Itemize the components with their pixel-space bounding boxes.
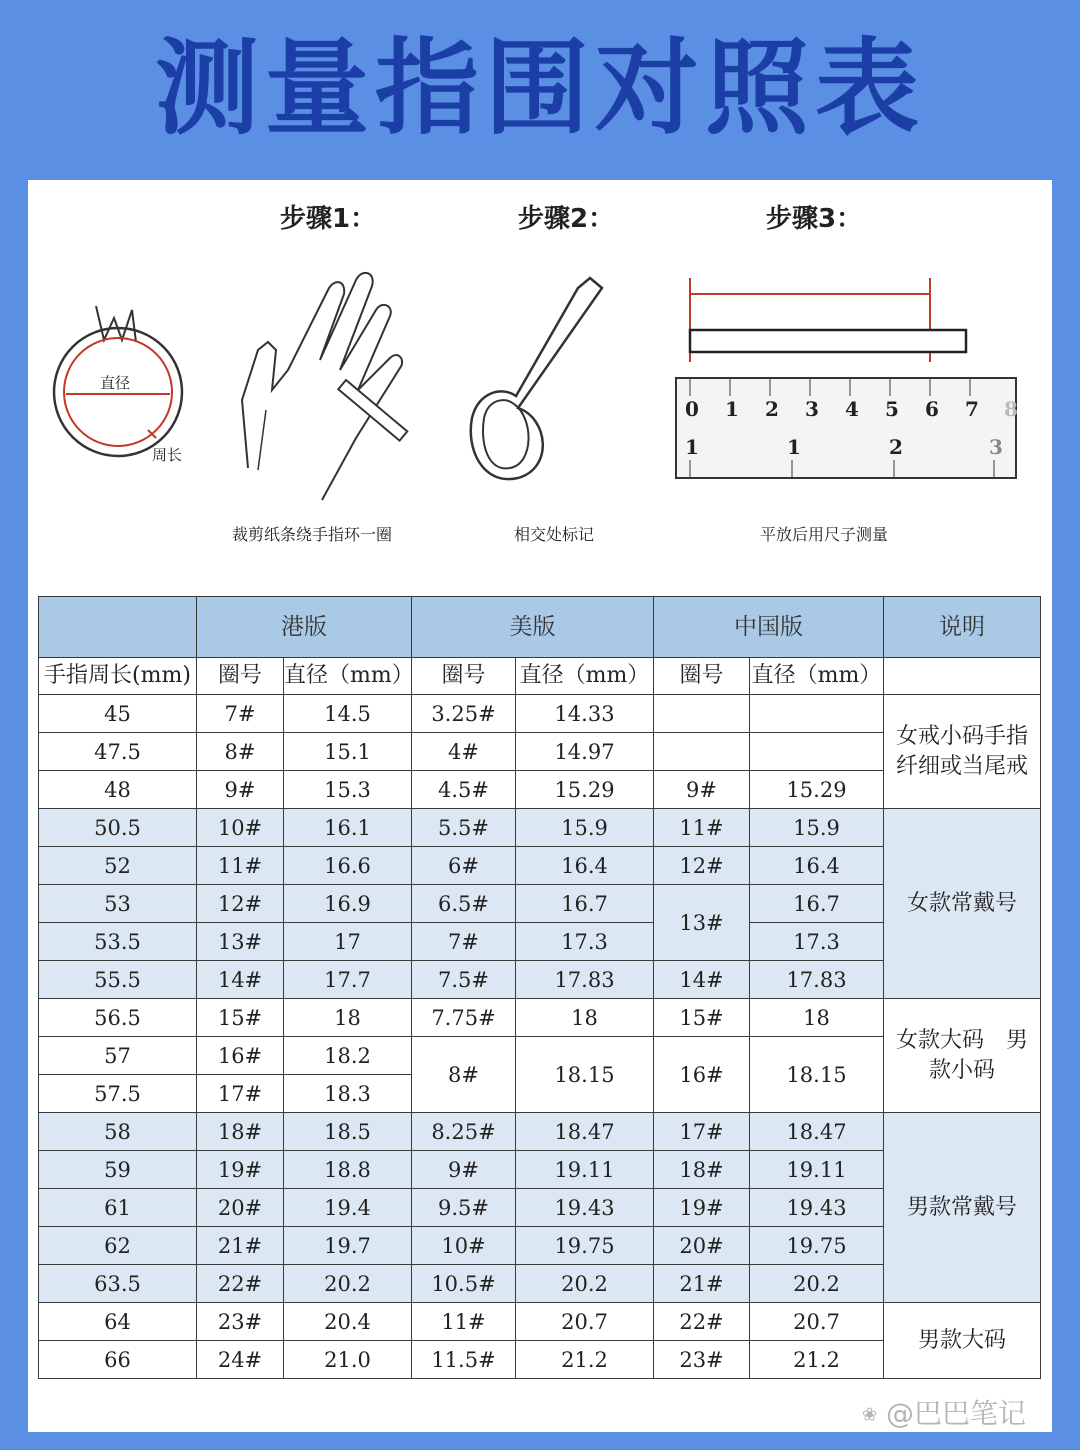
cell: 18	[750, 999, 884, 1037]
paper-loop-icon	[458, 268, 608, 488]
cell: 57	[39, 1037, 197, 1075]
cell: 19.4	[284, 1189, 412, 1227]
cell: 15#	[197, 999, 284, 1037]
cell: 53	[39, 885, 197, 923]
cell: 13#	[654, 885, 750, 961]
cell: 12#	[197, 885, 284, 923]
ruler-top-8: 8	[1004, 397, 1018, 421]
ruler-bottom-2: 2	[889, 435, 903, 459]
cell: 10#	[412, 1227, 516, 1265]
cell: 19.7	[284, 1227, 412, 1265]
cell: 15.9	[750, 809, 884, 847]
ruler-top-3: 3	[805, 397, 819, 421]
cell: 13#	[197, 923, 284, 961]
cell: 19.75	[750, 1227, 884, 1265]
cell: 45	[39, 695, 197, 733]
cell: 11#	[412, 1303, 516, 1341]
ruler-icon	[676, 270, 1016, 486]
step-3-caption: 平放后用尺子测量	[760, 525, 889, 544]
cell: 52	[39, 847, 197, 885]
content-panel	[28, 180, 1052, 1432]
cell: 11#	[197, 847, 284, 885]
cell: 17	[284, 923, 412, 961]
paw-icon: ❀	[862, 1404, 878, 1426]
cell: 56.5	[39, 999, 197, 1037]
cell: 48	[39, 771, 197, 809]
cell: 4#	[412, 733, 516, 771]
table-row	[39, 1113, 1041, 1151]
cell: 14.97	[516, 733, 654, 771]
cell: 18#	[654, 1151, 750, 1189]
watermark	[862, 1392, 1026, 1432]
cell: 20.2	[516, 1265, 654, 1303]
ruler-top-5: 5	[885, 397, 899, 421]
cell: 21.2	[750, 1341, 884, 1379]
col-us-diameter: 直径（mm）	[516, 658, 654, 695]
cell: 17.7	[284, 961, 412, 999]
cell: 17.3	[750, 923, 884, 961]
note-small-women: 女戒小码手指纤细或当尾戒	[884, 695, 1041, 809]
cell: 6#	[412, 847, 516, 885]
cell: 18.47	[750, 1113, 884, 1151]
cell: 9#	[412, 1151, 516, 1189]
table-row	[39, 1303, 1041, 1341]
cell: 16.4	[750, 847, 884, 885]
cell: 15.1	[284, 733, 412, 771]
step-1-caption: 裁剪纸条绕手指环一圈	[232, 525, 393, 544]
step-2-title: 步骤2：	[518, 204, 615, 234]
cell: 20.7	[516, 1303, 654, 1341]
cell: 7.5#	[412, 961, 516, 999]
cell: 20.2	[750, 1265, 884, 1303]
cell: 12#	[654, 847, 750, 885]
cell: 15.29	[516, 771, 654, 809]
cell: 58	[39, 1113, 197, 1151]
cell: 16.6	[284, 847, 412, 885]
cell: 14#	[654, 961, 750, 999]
cell: 8#	[412, 1037, 516, 1113]
page-title: 测量指围对照表	[154, 27, 925, 149]
cell: 20#	[197, 1189, 284, 1227]
cell: 10.5#	[412, 1265, 516, 1303]
cell: 8#	[197, 733, 284, 771]
cell: 11#	[654, 809, 750, 847]
col-hk-diameter: 直径（mm）	[284, 658, 412, 695]
cell	[750, 695, 884, 733]
cell: 16.1	[284, 809, 412, 847]
note-large-women-small-men: 女款大码 男款小码	[884, 999, 1041, 1113]
cell: 18	[516, 999, 654, 1037]
ruler-bottom-3: 3	[989, 435, 1003, 459]
note-common-men: 男款常戴号	[884, 1113, 1041, 1303]
cell: 50.5	[39, 809, 197, 847]
step-2-caption: 相交处标记	[514, 525, 595, 544]
ruler-top-2: 2	[765, 397, 779, 421]
steps-section	[28, 180, 1052, 590]
cell: 19.11	[750, 1151, 884, 1189]
cell: 22#	[654, 1303, 750, 1341]
cell: 21#	[197, 1227, 284, 1265]
col-cn-diameter: 直径（mm）	[750, 658, 884, 695]
cell: 57.5	[39, 1075, 197, 1113]
cell: 19.43	[750, 1189, 884, 1227]
cell: 59	[39, 1151, 197, 1189]
cell: 55.5	[39, 961, 197, 999]
cell: 4.5#	[412, 771, 516, 809]
cell: 7.75#	[412, 999, 516, 1037]
note-large-men: 男款大码	[884, 1303, 1041, 1379]
cell: 10#	[197, 809, 284, 847]
cell: 17.83	[516, 961, 654, 999]
cell	[750, 733, 884, 771]
cell: 14#	[197, 961, 284, 999]
ruler-top-0: 0	[685, 397, 699, 421]
col-us-size: 圈号	[412, 658, 516, 695]
cell: 16.9	[284, 885, 412, 923]
cell: 16.7	[516, 885, 654, 923]
cell: 19#	[197, 1151, 284, 1189]
note-common-women: 女款常戴号	[884, 809, 1041, 999]
cell: 15.9	[516, 809, 654, 847]
cell: 21#	[654, 1265, 750, 1303]
cell: 23#	[654, 1341, 750, 1379]
group-notes: 说明	[884, 597, 1041, 658]
col-cn-size: 圈号	[654, 658, 750, 695]
cell	[654, 733, 750, 771]
cell	[654, 695, 750, 733]
ruler-top-7: 7	[965, 397, 979, 421]
ruler-bottom-1: 1	[787, 435, 801, 459]
ring-size-table	[38, 596, 1041, 1379]
watermark-text: @巴巴笔记	[886, 1397, 1027, 1430]
cell: 17#	[197, 1075, 284, 1113]
cell: 47.5	[39, 733, 197, 771]
cell: 18.15	[516, 1037, 654, 1113]
ruler-top-1: 1	[725, 397, 739, 421]
cell: 53.5	[39, 923, 197, 961]
cell: 24#	[197, 1341, 284, 1379]
cell: 9.5#	[412, 1189, 516, 1227]
cell: 16.4	[516, 847, 654, 885]
cell: 62	[39, 1227, 197, 1265]
cell: 9#	[197, 771, 284, 809]
cell: 8.25#	[412, 1113, 516, 1151]
cell: 7#	[197, 695, 284, 733]
group-hk: 港版	[197, 597, 412, 658]
cell: 18.5	[284, 1113, 412, 1151]
table-row	[39, 695, 1041, 733]
cell: 18.8	[284, 1151, 412, 1189]
cell: 19.43	[516, 1189, 654, 1227]
cell: 20.4	[284, 1303, 412, 1341]
ruler-bottom-0: 1	[685, 435, 699, 459]
cell: 63.5	[39, 1265, 197, 1303]
cell: 16#	[654, 1037, 750, 1113]
cell: 14.5	[284, 695, 412, 733]
cell: 6.5#	[412, 885, 516, 923]
step-3-title: 步骤3：	[766, 204, 863, 234]
cell: 61	[39, 1189, 197, 1227]
col-hk-size: 圈号	[197, 658, 284, 695]
cell: 23#	[197, 1303, 284, 1341]
cell: 17.83	[750, 961, 884, 999]
cell: 64	[39, 1303, 197, 1341]
cell: 11.5#	[412, 1341, 516, 1379]
circumference-label: 周长	[152, 446, 183, 464]
ruler-top-6: 6	[925, 397, 939, 421]
cell: 15.29	[750, 771, 884, 809]
table-row	[39, 809, 1041, 847]
cell: 7#	[412, 923, 516, 961]
cell: 19.11	[516, 1151, 654, 1189]
cell: 17#	[654, 1113, 750, 1151]
cell: 19#	[654, 1189, 750, 1227]
group-header-row	[39, 597, 1041, 658]
cell: 15.3	[284, 771, 412, 809]
cell: 16.7	[750, 885, 884, 923]
cell: 21.2	[516, 1341, 654, 1379]
cell: 18.15	[750, 1037, 884, 1113]
cell: 20.7	[750, 1303, 884, 1341]
diameter-label: 直径	[100, 374, 131, 392]
cell: 19.75	[516, 1227, 654, 1265]
step-1-title: 步骤1：	[280, 204, 377, 234]
cell: 20#	[654, 1227, 750, 1265]
hand-icon	[228, 250, 418, 510]
cell: 9#	[654, 771, 750, 809]
col-circumference: 手指周长(mm)	[39, 658, 197, 695]
cell: 18	[284, 999, 412, 1037]
cell: 14.33	[516, 695, 654, 733]
cell: 18.3	[284, 1075, 412, 1113]
column-header-row	[39, 658, 1041, 695]
cell: 21.0	[284, 1341, 412, 1379]
cell: 17.3	[516, 923, 654, 961]
cell: 22#	[197, 1265, 284, 1303]
cell: 3.25#	[412, 695, 516, 733]
cell: 18.2	[284, 1037, 412, 1075]
cell: 15#	[654, 999, 750, 1037]
cell: 18#	[197, 1113, 284, 1151]
ruler-top-4: 4	[845, 397, 859, 421]
cell: 16#	[197, 1037, 284, 1075]
cell: 20.2	[284, 1265, 412, 1303]
group-cn: 中国版	[654, 597, 884, 658]
group-us: 美版	[412, 597, 654, 658]
ring-diagram-icon	[52, 298, 222, 468]
cell: 5.5#	[412, 809, 516, 847]
cell: 18.47	[516, 1113, 654, 1151]
table-row	[39, 999, 1041, 1037]
cell: 66	[39, 1341, 197, 1379]
